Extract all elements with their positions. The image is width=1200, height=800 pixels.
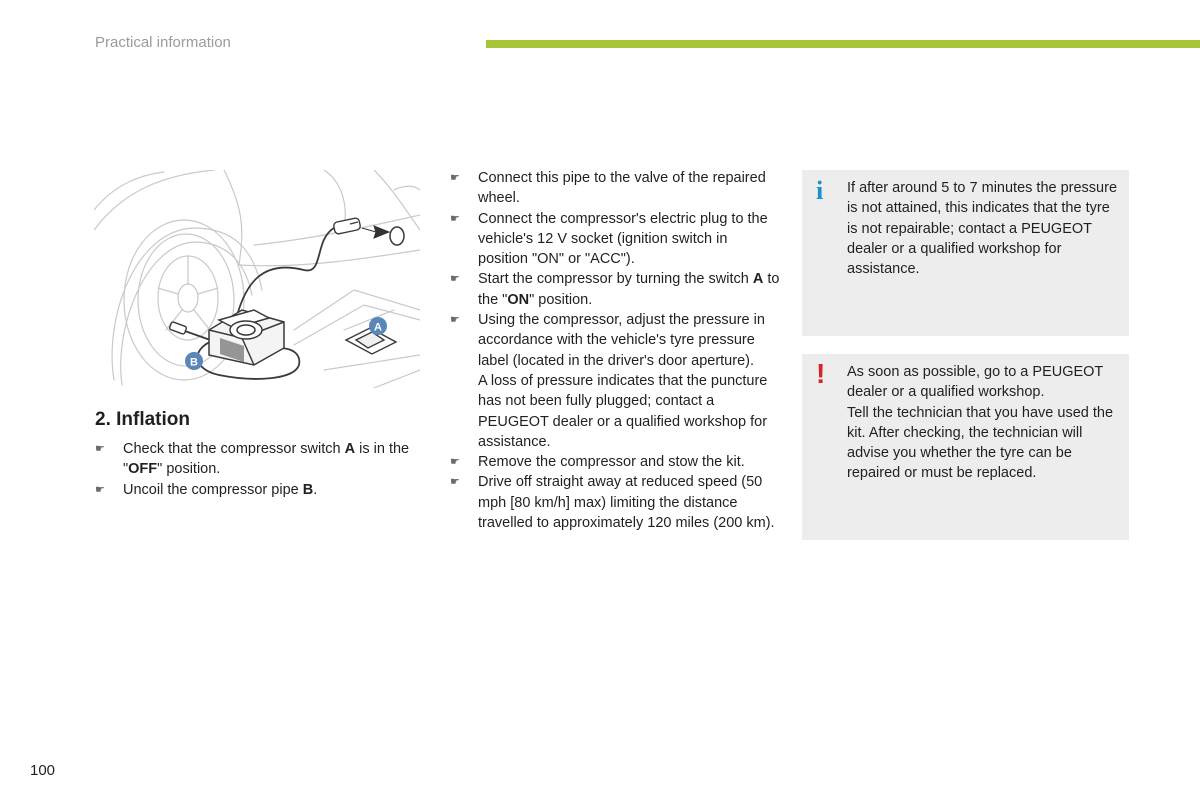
section-title: Practical information xyxy=(95,34,231,51)
pointer-icon: ☛ xyxy=(95,443,105,455)
warning-note-text xyxy=(847,362,1123,484)
label-b: B xyxy=(190,356,198,369)
label-b-badge xyxy=(185,352,203,370)
list-item: ☛ Uncoil the compressor pipe B. xyxy=(95,481,318,498)
list-item-continuation: A loss of pressure indicates that the puncture has not been fully plugged; contact a PEUGEOT dealer or a qualified workshop for assistance. xyxy=(478,372,768,450)
compressor-steps-list xyxy=(450,168,780,533)
page-number: 100 xyxy=(30,762,56,779)
info-note-text: If after around 5 to 7 minutes the pressure is not attained, this indicates that the tyre is not repairable; contact a PEUGEOT dealer or a qualified workshop for assistance. xyxy=(847,180,1118,278)
list-item: ☛ Drive off straight away at reduced speed (50 mph [80 km/h] max) limiting the distance travelled to approximately 120 miles (200 km). xyxy=(450,474,775,532)
list-item: ☛ Connect the compressor's electric plug to the vehicle's 12 V socket (ignition switch in position "ON" or "ACC"). xyxy=(450,210,768,268)
info-note xyxy=(802,170,1129,336)
list-item: ☛ Start the compressor by turning the switch A to the "ON" position. xyxy=(450,271,780,308)
pointer-icon: ☛ xyxy=(450,172,460,184)
info-icon: i xyxy=(816,176,824,205)
list-item: ☛ Using the compressor, adjust the pressure in accordance with the vehicle's tyre pressure label (located in the driver's door aperture). xyxy=(450,312,765,369)
label-a-badge xyxy=(369,317,387,335)
pointer-icon: ☛ xyxy=(450,314,460,327)
list-item: ☛ Check that the compressor switch A is in the "OFF" position. xyxy=(95,441,410,478)
warning-icon: ! xyxy=(816,358,826,389)
section-heading: 2. Inflation xyxy=(95,409,190,430)
header-accent-bar xyxy=(486,40,1200,48)
label-a: A xyxy=(374,321,382,334)
list-item: ☛ Remove the compressor and stow the kit. xyxy=(450,454,745,471)
warning-note-line2: Tell the technician that you have used the kit. After checking, the technician will advise you whether the tyre can be repaired or must be replaced. xyxy=(847,404,1114,482)
pointer-icon: ☛ xyxy=(450,476,460,489)
list-item: ☛ Connect this pipe to the valve of the repaired wheel. xyxy=(450,170,766,207)
warning-note-line1: As soon as possible, go to a PEUGEOT dealer or a qualified workshop. xyxy=(847,364,1104,401)
compressor-illustration xyxy=(94,170,420,388)
inflation-steps-list xyxy=(95,439,420,500)
pointer-icon: ☛ xyxy=(450,273,460,286)
pointer-icon: ☛ xyxy=(95,483,105,496)
warning-note xyxy=(802,354,1129,540)
pointer-icon: ☛ xyxy=(450,456,460,469)
pointer-icon: ☛ xyxy=(450,212,460,225)
